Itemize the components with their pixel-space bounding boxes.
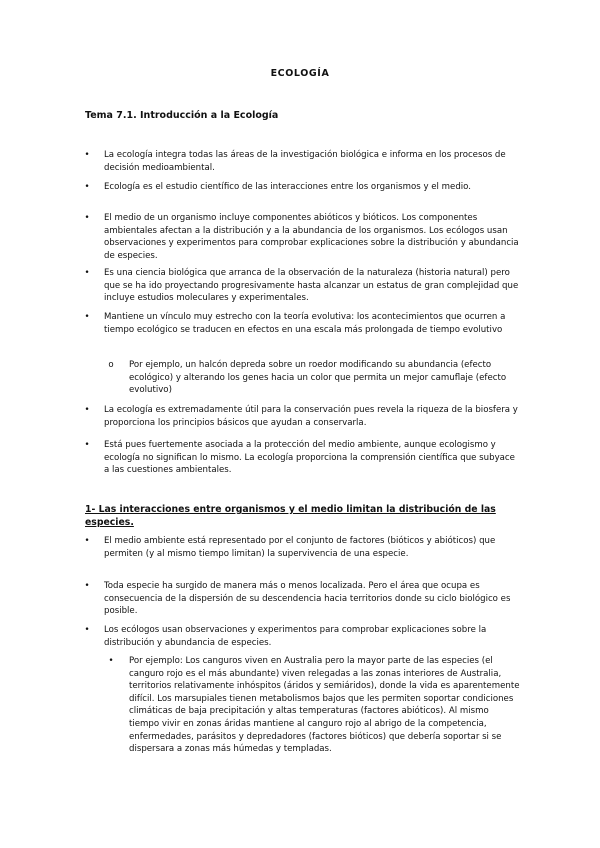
bullet-marker: • xyxy=(84,625,90,635)
list-item-text: Es una ciencia biológica que arranca de la observación de la naturaleza (historia natural) pero que se ha ido proyectando progresivamente hasta alcanzar un estatus de gran complejidad que incluye estudios moleculares y experimentales. xyxy=(104,268,519,304)
list-item-text: Los ecólogos usan observaciones y experimentos para comprobar explicaciones sobre la distribución y abundancia de especies. xyxy=(104,625,487,648)
list-item xyxy=(84,404,522,429)
bullet-marker: • xyxy=(84,150,90,160)
bullet-marker: • xyxy=(84,581,90,591)
list-item-text: Mantiene un vínculo muy estrecho con la teoría evolutiva: los acontecimientos que ocurren a tiempo ecológico se traducen en efectos en una escala más prolongada de tiempo evolutivo xyxy=(104,312,506,335)
sub-list-item xyxy=(108,655,521,756)
bullet-marker: • xyxy=(84,312,90,322)
bullet-marker: • xyxy=(84,268,90,278)
sub-bullet-marker: • xyxy=(108,656,114,666)
list-item-text: Toda especie ha surgido de manera más o menos localizada. Pero el área que ocupa es consecuencia de la dispersión de su descendencia hacia territorios donde su ciclo biológico es posible. xyxy=(104,581,511,617)
bullet-marker: • xyxy=(84,440,90,450)
bullet-marker: • xyxy=(84,405,90,415)
list-item-text: La ecología integra todas las áreas de la investigación biológica e informa en los procesos de decisión medioambiental. xyxy=(104,150,506,173)
list-item xyxy=(84,439,522,477)
list-item xyxy=(84,181,522,194)
sub-bullet-marker: o xyxy=(108,360,114,370)
bullet-marker: • xyxy=(84,182,90,192)
list-item-text: El medio ambiente está representado por el conjunto de factores (bióticos y abióticos) que permiten (y al mismo tiempo limitan) la supervivencia de una especie. xyxy=(104,536,496,559)
bullet-marker: • xyxy=(84,213,90,223)
sub-list-item-text: Por ejemplo: Los canguros viven en Australia pero la mayor parte de las especies (el canguro rojo es el más abundante) viven relegadas a las zonas interiores de Australia, territorios relativamente inhóspitos (áridos y semiáridos), donde la vida es aparentemente difícil. Los marsupiales tienen metabolismos bajos que les permiten soportar condiciones climáticas de baja precipitación y altas temperaturas (factores abióticos). Al mismo tiempo vivir en zonas áridas mantiene al canguro rojo al abrigo de la competencia, enfermedades, parásitos y depredadores (factores bióticos) que debería soportar si se dispersara a zonas más húmedas y templadas. xyxy=(129,656,520,755)
list-item xyxy=(84,149,522,174)
list-item xyxy=(84,311,522,336)
bullet-marker: • xyxy=(84,536,90,546)
list-item xyxy=(84,212,522,262)
list-item xyxy=(84,580,522,618)
sub-list-item-text: Por ejemplo, un halcón depreda sobre un roedor modificando su abundancia (efecto ecológico) y alterando los genes hacia un color que permita un mejor camuflaje (efecto evolutivo) xyxy=(129,360,507,396)
section-subtitle: Tema 7.1. Introducción a la Ecología xyxy=(85,110,279,121)
list-item-text: El medio de un organismo incluye componentes abióticos y bióticos. Los componentes ambientales afectan a la distribución y a la abundancia de los organismos. Los ecólogos usan observaciones y experimentos para comprobar explicaciones sobre la distribución y abundancia de especies. xyxy=(104,213,519,261)
list-item-text: La ecología es extremadamente útil para la conservación pues revela la riqueza de la biosfera y proporciona los principios básicos que ayudan a conservarla. xyxy=(104,405,518,428)
list-item xyxy=(84,535,522,560)
sub-list-item xyxy=(108,359,521,397)
page-title: ECOLOGÍA xyxy=(270,68,330,79)
list-item xyxy=(84,267,522,305)
list-item-text: Está pues fuertemente asociada a la protección del medio ambiente, aunque ecologismo y ecología no significan lo mismo. La ecología proporciona la comprensión científica que subyace a las cuestiones ambientales. xyxy=(104,440,515,476)
section-heading: 1- Las interacciones entre organismos y el medio limitan la distribución de las especies. xyxy=(85,504,496,528)
list-item xyxy=(84,624,522,649)
list-item-text: Ecología es el estudio científico de las interacciones entre los organismos y el medio. xyxy=(104,182,472,192)
